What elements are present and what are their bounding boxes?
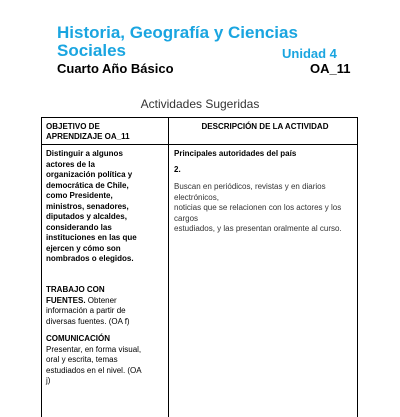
objective-line: como Presidente, <box>46 191 113 200</box>
skill-sources-title-line2: FUENTES. <box>46 295 86 305</box>
objective-header-line1: OBJETIVO DE <box>46 122 100 131</box>
activity-description <box>174 182 357 235</box>
section-heading: Actividades Sugeridas <box>140 97 260 111</box>
activity-desc-line: estudiados, y las presentan oralmente al curso. <box>174 224 342 233</box>
header-divider <box>42 144 357 145</box>
skill-communication-desc-line: estudiados en el nivel. (OA <box>46 365 142 375</box>
objective-line: instituciones en las que <box>46 233 137 242</box>
objective-line: nombrados o elegidos. <box>46 254 134 263</box>
skill-communication-title: COMUNICACIÓN <box>46 334 110 343</box>
activity-table <box>41 117 358 417</box>
activity-desc-line: noticias que se relacionen con los actores y los cargos <box>174 203 342 223</box>
skill-sources-desc-line: diversas fuentes. (OA f) <box>46 316 130 326</box>
objective-line: ejercen y cómo son <box>46 243 121 253</box>
skill-communication-desc-line: j) <box>46 376 51 385</box>
skill-communication <box>46 334 142 387</box>
objective-text <box>46 149 137 265</box>
unit-label: Unidad 4 <box>282 46 337 61</box>
objective-column-header <box>46 122 130 142</box>
skill-sources-desc-inline: Obtener <box>87 295 117 305</box>
objective-header-line2: APRENDIZAJE OA_11 <box>46 132 130 141</box>
objective-line: Distinguir a algunos <box>46 149 123 158</box>
document-title-line1: Historia, Geografía y Ciencias <box>57 23 298 42</box>
activity-desc-line: Buscan en periódicos, revistas y en diarios electrónicos, <box>174 182 326 202</box>
document-title-line2: Sociales <box>57 41 126 60</box>
objective-line: considerando las <box>46 222 112 232</box>
description-column-header: DESCRIPCIÓN DE LA ACTIVIDAD <box>201 122 329 131</box>
skill-communication-desc-line: oral y escrita, temas <box>46 355 118 364</box>
objective-line: diputados y alcaldes, <box>46 212 127 221</box>
skill-communication-desc-line: Presentar, en forma visual, <box>46 344 142 354</box>
activity-number: 2. <box>174 165 181 174</box>
skill-sources-desc-line: información a partir de <box>46 306 126 315</box>
grade-label: Cuarto Año Básico <box>57 61 174 76</box>
oa-code: OA_11 <box>310 61 351 76</box>
skill-sources <box>46 285 130 327</box>
skill-sources-title-line1: TRABAJO CON <box>46 285 105 294</box>
objective-line: democrática de Chile, <box>46 180 129 190</box>
objective-line: ministros, senadores, <box>46 201 129 211</box>
column-divider <box>168 118 169 417</box>
objective-line: actores de la <box>46 159 95 169</box>
activity-title: Principales autoridades del país <box>174 149 297 158</box>
objective-line: organización política y <box>46 170 133 179</box>
